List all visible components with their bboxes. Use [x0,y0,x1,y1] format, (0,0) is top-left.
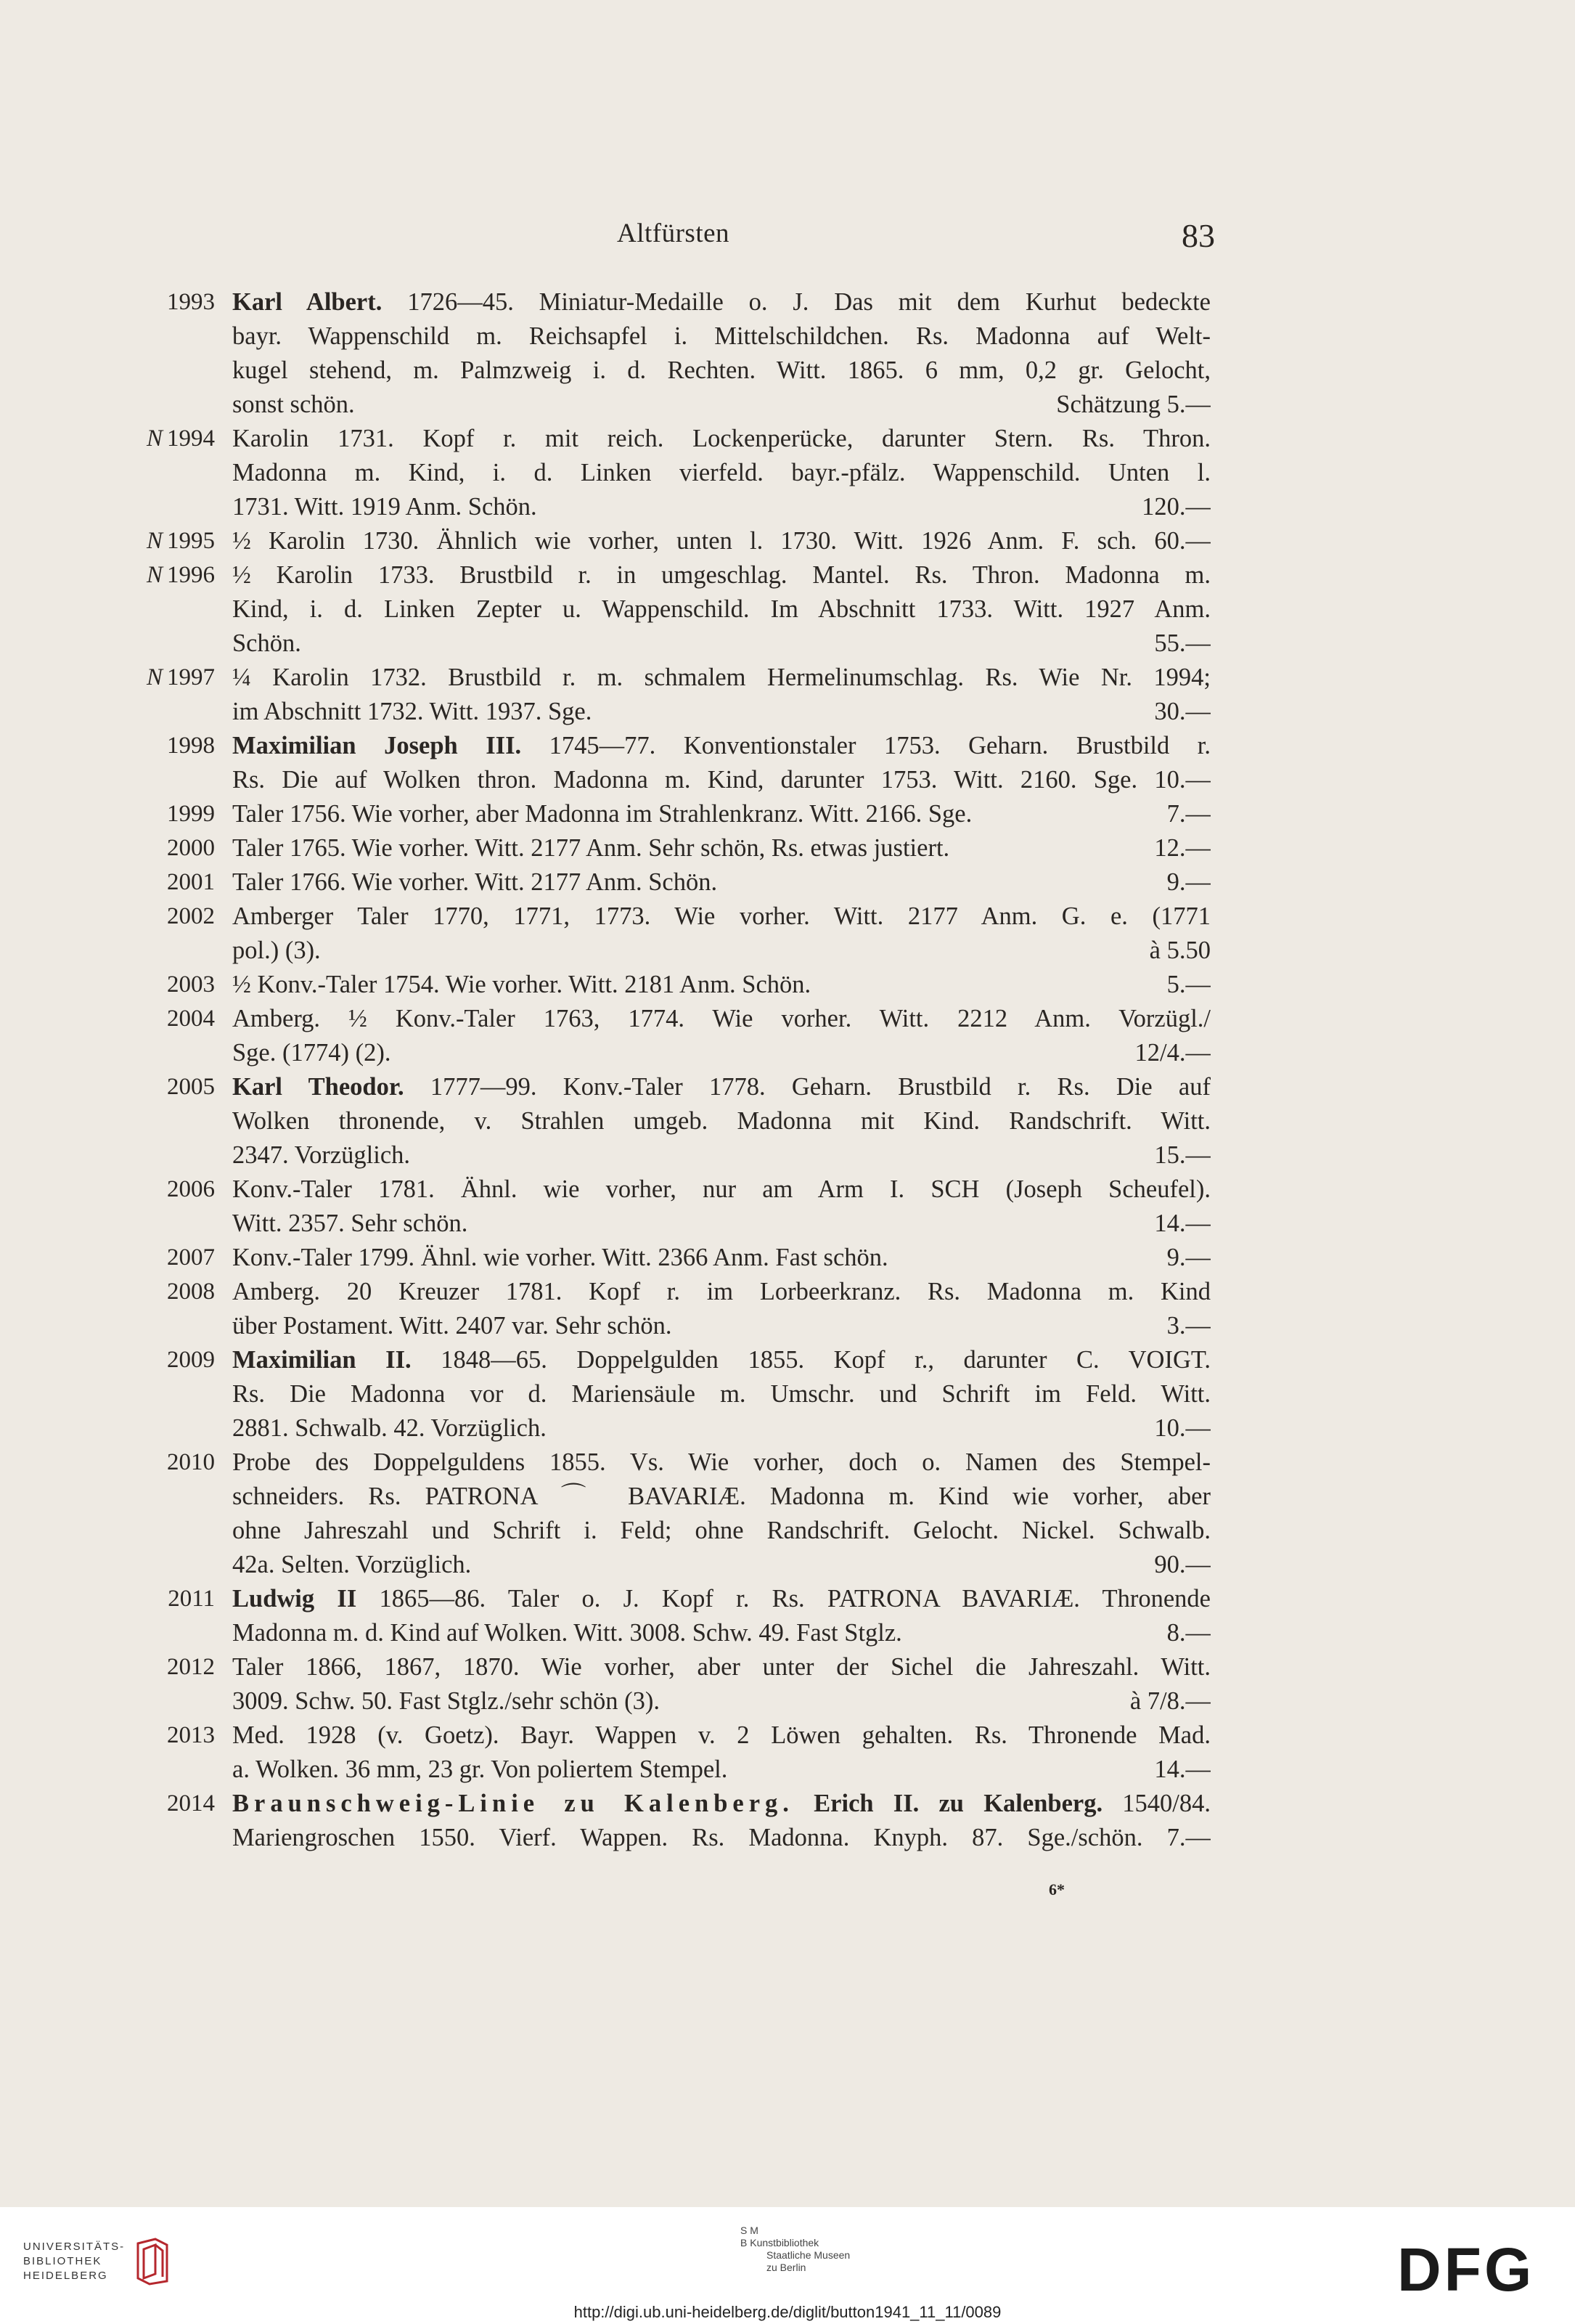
price-estimate: à 5.50 [1149,937,1211,964]
entry-line-text [232,388,355,422]
entry-text: ½ Karolin 1730. Ähnlich wie vorher, unten l. 1730. Witt. 1926 Anm. F. sch. 60.— [232,527,1211,555]
entry-text: Schön. [232,629,301,657]
entry-line [232,558,1211,592]
catalog-entry [0,1582,1575,1650]
catalog-entry [0,285,1575,422]
entry-line [232,1377,1211,1411]
ub-line: UNIVERSITÄTS- [23,2241,126,2253]
entry-line [232,865,1211,900]
catalog-entry [0,1070,1575,1173]
catalog-entry [0,1650,1575,1718]
entry-text [794,1790,814,1817]
price-estimate: 8.— [1166,1619,1211,1647]
entry-text: Amberg. ½ Konv.-Taler 1763, 1774. Wie vorher. Witt. 2212 Anm. Vorzügl./ [232,1005,1211,1032]
entry-text: im Abschnitt 1732. Witt. 1937. Sge. [232,698,592,725]
entry-text: Taler 1756. Wie vorher, aber Madonna im Strahlenkranz. Witt. 2166. Sge. [232,800,973,828]
entry-number [116,831,215,865]
entry-line-text [232,490,537,524]
entry-line [232,763,1211,797]
entry-number-text: 2007 [167,1244,215,1271]
entry-line [232,1821,1211,1855]
entry-number-text: 2013 [167,1722,215,1748]
catalog-entry [0,1343,1575,1446]
entry-text: 1726—45. Miniatur-Medaille o. J. Das mit dem Kurhut bedeckte [382,288,1211,316]
entry-number-text: 2001 [167,869,215,895]
entry-line [232,1002,1211,1036]
entry-number [116,1070,215,1104]
entry-line [232,1718,1211,1753]
entry-line [232,285,1211,319]
entry-number [116,1002,215,1036]
entry-text: 1731. Witt. 1919 Anm. Schön. [232,493,537,521]
entry-number-text: 2000 [167,835,215,861]
entry-text: Sge. (1774) (2). [232,1039,391,1067]
catalog-entry [0,558,1575,661]
entry-number-text: 1995 [167,528,215,554]
entry-line-text [232,831,949,865]
price-estimate: 5.— [1166,971,1211,998]
catalog-entry [0,1718,1575,1787]
entry-line [232,1650,1211,1684]
page-number: 83 [1182,217,1215,254]
entry-text: a. Wolken. 36 mm, 23 gr. Von poliertem Stempel. [232,1756,728,1783]
price-estimate: 14.— [1154,1210,1211,1237]
catalog-entry [0,1787,1575,1855]
entry-number-text: 2006 [167,1176,215,1202]
catalog-entry [0,1275,1575,1343]
entry-number-text: 1998 [167,733,215,759]
catalog-entries [0,285,1575,1855]
entry-text: Madonna m. Kind, i. d. Linken vierfeld. bayr.-pfälz. Wappenschild. Unten l. [232,459,1211,486]
catalog-entry [0,729,1575,797]
entry-text: Mariengroschen 1550. Vierf. Wappen. Rs. Madonna. Knyph. 87. Sge./schön. 7.— [232,1824,1211,1851]
permalink-url[interactable]: http://digi.ub.uni-heidelberg.de/diglit/button1941_11_11/0089 [573,2303,1002,2321]
ruler-name: Braunschweig-Linie zu Kalenberg. [232,1790,794,1817]
entry-text: pol.) (3). [232,937,321,964]
price-estimate: 12.— [1154,834,1211,862]
entry-text: Taler 1765. Wie vorher. Witt. 2177 Anm. Sehr schön, Rs. etwas justiert. [232,834,950,862]
entry-line [232,1309,1211,1343]
kunstbibliothek-logo[interactable] [740,2225,850,2274]
entry-number [116,558,215,592]
entry-text: Rs. Die auf Wolken thron. Madonna m. Kind, darunter 1753. Witt. 2160. Sge. 10.— [232,766,1211,794]
entry-number-text: 1993 [167,289,215,315]
entry-number [116,1787,215,1821]
entry-line [232,968,1211,1002]
price-estimate: 30.— [1154,698,1211,725]
entry-line [232,490,1211,524]
entry-text: Konv.-Taler 1781. Ähnl. wie vorher, nur am Arm I. SCH (Joseph Scheufel). [232,1175,1211,1203]
price-estimate: 9.— [1166,868,1211,896]
entry-line [232,831,1211,865]
entry-number-text: 2011 [168,1586,215,1612]
ub-line: BIBLIOTHEK [23,2255,102,2267]
ruler-name: Maximilian II. [232,1346,412,1374]
entry-line-text [232,1138,410,1173]
entry-number-text: 2009 [167,1347,215,1373]
catalog-entry [0,797,1575,831]
entry-number-text: 2012 [167,1654,215,1680]
catalog-entry [0,831,1575,865]
entry-number [116,900,215,934]
entry-number [116,968,215,1002]
catalog-entry [0,524,1575,558]
entry-text: Witt. 2357. Sehr schön. [232,1210,468,1237]
entry-line [232,422,1211,456]
entry-number-text: 2003 [167,971,215,998]
entry-line [232,456,1211,490]
entry-line [232,797,1211,831]
entry-line-text [232,797,972,831]
price-estimate: 55.— [1154,629,1211,657]
entry-line-text [232,1309,672,1343]
ruler-name: Maximilian Joseph III. [232,732,522,759]
catalog-entry [0,1241,1575,1275]
catalog-entry [0,865,1575,900]
entry-number [116,524,215,558]
entry-line [232,1548,1211,1582]
price-estimate: 90.— [1154,1551,1211,1578]
entry-line [232,1207,1211,1241]
entry-line-text [232,968,811,1002]
price-estimate: 3.— [1166,1312,1211,1340]
entry-line [232,1684,1211,1718]
entry-number-text: 1997 [167,664,215,690]
price-estimate: à 7/8.— [1129,1687,1211,1715]
entry-number [116,797,215,831]
entry-number-text: 2004 [167,1006,215,1032]
entry-line-text [232,695,592,729]
entry-text: Kind, i. d. Linken Zepter u. Wappenschild. Im Abschnitt 1733. Witt. 1927 Anm. [232,595,1211,623]
entry-text: 1745—77. Konventionstaler 1753. Geharn. Brustbild r. [521,732,1211,759]
entry-text: 1540/84. [1102,1790,1211,1817]
catalog-entry [0,968,1575,1002]
entry-number [116,1275,215,1309]
entry-number [116,1173,215,1207]
entry-number [116,1582,215,1616]
entry-text: 2347. Vorzüglich. [232,1141,411,1169]
ub-emblem-icon [134,2238,171,2286]
entry-text: Amberger Taler 1770, 1771, 1773. Wie vorher. Witt. 2177 Anm. G. e. (1771 [232,902,1211,930]
entry-text: ½ Karolin 1733. Brustbild r. in umgeschlag. Mantel. Rs. Thron. Madonna m. [232,561,1211,589]
entry-line [232,1343,1211,1377]
entry-line [232,1514,1211,1548]
entry-text: ½ Konv.-Taler 1754. Wie vorher. Witt. 2181 Anm. Schön. [232,971,811,998]
gold-mark-symbol: N [146,425,163,452]
ub-heidelberg-logo[interactable] [23,2238,171,2286]
running-header: Altfürsten [617,219,730,248]
entry-line [232,729,1211,763]
price-estimate: 10.— [1154,1414,1211,1442]
entry-text: 1848—65. Doppelgulden 1855. Kopf r., darunter C. VOIGT. [411,1346,1211,1374]
entry-text: 3009. Schw. 50. Fast Stglz./sehr schön (3). [232,1687,660,1715]
entry-line [232,900,1211,934]
entry-text: ohne Jahreszahl und Schrift i. Feld; ohne Randschrift. Gelocht. Nickel. Schwalb. [232,1517,1211,1544]
entry-text: 1777—99. Konv.-Taler 1778. Geharn. Brustbild r. Rs. Die auf [404,1073,1211,1101]
museum-line: S M [740,2225,758,2236]
entry-line [232,1411,1211,1446]
entry-text: Taler 1766. Wie vorher. Witt. 2177 Anm. Schön. [232,868,718,896]
entry-text: 1865—86. Taler o. J. Kopf r. Rs. PATRONA BAVARIÆ. Thronende [356,1585,1211,1612]
price-estimate: 14.— [1154,1756,1211,1783]
entry-line [232,1138,1211,1173]
ruler-name: Karl Albert. [232,288,382,316]
entry-line-text [232,1548,471,1582]
entry-number-text: 1996 [167,562,215,588]
entry-line [232,934,1211,968]
catalog-entry [0,1446,1575,1582]
ruler-name: Karl Theodor. [232,1073,404,1101]
entry-number-text: 2002 [167,903,215,929]
museum-line: Staatliche Museen [766,2249,851,2261]
price-estimate: 12/4.— [1134,1039,1211,1067]
entry-line [232,661,1211,695]
entry-line [232,388,1211,422]
gold-mark-symbol: N [146,528,163,554]
entry-line [232,1173,1211,1207]
entry-number-text: 1999 [167,801,215,827]
footer-bar [0,2207,1575,2324]
entry-line [232,695,1211,729]
ruler-name: Erich II. zu Kalenberg. [814,1790,1103,1817]
entry-line-text [232,1616,902,1650]
entry-text: Madonna m. d. Kind auf Wolken. Witt. 3008. Schw. 49. Fast Stglz. [232,1619,902,1647]
entry-number [116,729,215,763]
entry-text: Probe des Doppelguldens 1855. Vs. Wie vorher, doch o. Namen des Stempel- [232,1448,1211,1476]
entry-number-text: 2005 [167,1074,215,1100]
entry-line-text [232,865,717,900]
entry-line-text [232,1753,727,1787]
entry-text: Med. 1928 (v. Goetz). Bayr. Wappen v. 2 Löwen gehalten. Rs. Thronende Mad. [232,1721,1211,1749]
museum-line: B Kunstbibliothek [740,2237,819,2248]
ub-line: HEIDELBERG [23,2270,108,2282]
entry-line [232,1787,1211,1821]
entry-line [232,627,1211,661]
entry-line-text [232,1036,390,1070]
entry-line [232,354,1211,388]
entry-number [116,661,215,695]
entry-line-text [232,1684,660,1718]
entry-line [232,592,1211,627]
entry-text: kugel stehend, m. Palmzweig i. d. Rechten. Witt. 1865. 6 mm, 0,2 gr. Gelocht, [232,356,1211,384]
ruler-name: Ludwig II [232,1585,357,1612]
entry-line [232,1616,1211,1650]
entry-number [116,1446,215,1480]
catalog-entry [0,1173,1575,1241]
price-estimate: Schätzung 5.— [1056,391,1211,418]
price-estimate: 120.— [1142,493,1211,521]
entry-text: Wolken thronende, v. Strahlen umgeb. Madonna mit Kind. Randschrift. Witt. [232,1107,1211,1135]
entry-line [232,319,1211,354]
gold-mark-symbol: N [146,562,163,588]
entry-number [116,1650,215,1684]
entry-number [116,422,215,456]
entry-number-text: 2014 [167,1790,215,1817]
entry-line [232,1104,1211,1138]
entry-text: 2881. Schwalb. 42. Vorzüglich. [232,1414,547,1442]
entry-text: sonst schön. [232,391,355,418]
ub-heidelberg-text [23,2240,125,2283]
entry-line-text [232,1207,467,1241]
printer-signature: 6* [1049,1880,1065,1899]
entry-text: schneiders. Rs. PATRONA ⌒ BAVARIÆ. Madonna m. Kind wie vorher, aber [232,1483,1211,1510]
entry-line [232,1582,1211,1616]
entry-number [116,865,215,900]
entry-text: bayr. Wappenschild m. Reichsapfel i. Mittelschildchen. Rs. Madonna auf Welt- [232,322,1211,350]
entry-line [232,1480,1211,1514]
dfg-logo[interactable]: DFG [1397,2235,1535,2304]
entry-text: Karolin 1731. Kopf r. mit reich. Lockenperücke, darunter Stern. Rs. Thron. [232,425,1211,452]
gold-mark-symbol: N [146,664,163,690]
entry-number [116,285,215,319]
entry-text: 42a. Selten. Vorzüglich. [232,1551,472,1578]
entry-text: Rs. Die Madonna vor d. Mariensäule m. Umschr. und Schrift im Feld. Witt. [232,1380,1211,1408]
price-estimate: 9.— [1166,1244,1211,1271]
museum-line: zu Berlin [766,2262,806,2273]
entry-line [232,1036,1211,1070]
entry-number-text: 2010 [167,1449,215,1475]
entry-number [116,1718,215,1753]
entry-line [232,1446,1211,1480]
entry-text: über Postament. Witt. 2407 var. Sehr schön. [232,1312,672,1340]
entry-line [232,1241,1211,1275]
entry-line-text [232,1241,888,1275]
entry-line-text [232,627,301,661]
entry-text: Konv.-Taler 1799. Ähnl. wie vorher. Witt. 2366 Anm. Fast schön. [232,1244,888,1271]
entry-line [232,524,1211,558]
catalog-entry [0,1002,1575,1070]
catalog-entry [0,900,1575,968]
entry-text: Taler 1866, 1867, 1870. Wie vorher, aber unter der Sichel die Jahreszahl. Witt. [232,1653,1211,1681]
entry-line [232,1070,1211,1104]
catalog-entry [0,422,1575,524]
entry-number [116,1343,215,1377]
price-estimate: 15.— [1154,1141,1211,1169]
catalog-entry [0,661,1575,729]
entry-number-text: 2008 [167,1279,215,1305]
entry-line [232,1275,1211,1309]
price-estimate: 7.— [1166,800,1211,828]
entry-line [232,1753,1211,1787]
entry-number [116,1241,215,1275]
entry-text: ¼ Karolin 1732. Brustbild r. m. schmalem Hermelinumschlag. Rs. Wie Nr. 1994; [232,664,1211,691]
entry-number-text: 1994 [167,425,215,452]
entry-text: Amberg. 20 Kreuzer 1781. Kopf r. im Lorbeerkranz. Rs. Madonna m. Kind [232,1278,1211,1305]
entry-line-text [232,934,321,968]
entry-line-text [232,1411,547,1446]
